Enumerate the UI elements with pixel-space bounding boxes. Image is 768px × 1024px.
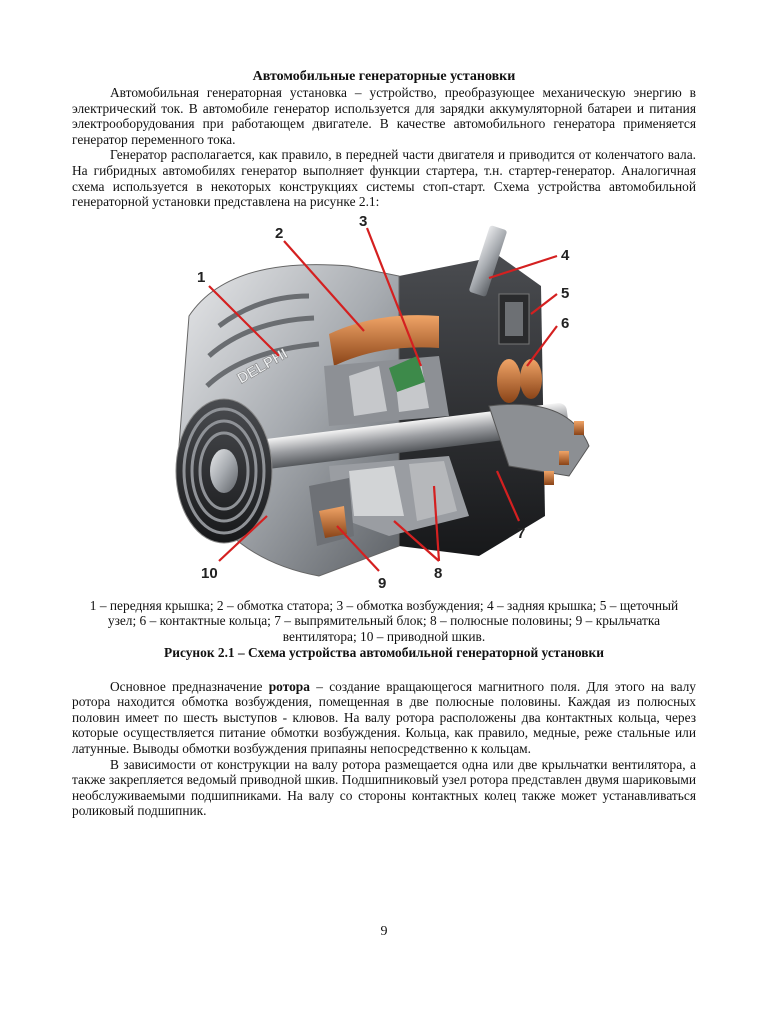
slip-rings-shape [497, 359, 521, 403]
figure-legend: 1 – передняя крышка; 2 – обмотка статора; 3 – обмотка возбуждения; 4 – задняя крышка; 5 – щеточный узел; 6 – контактные кольца; 7 – выпрямительный блок; 8 – полюсные половины; 9 – крыльчатка вентилятора; 10 – приводной шкив. [89, 597, 679, 644]
figure-caption: Рисунок 2.1 – Схема устройства автомобильной генераторной установки [164, 644, 604, 660]
callout-3: 3 [359, 215, 368, 230]
paragraph-fan: В зависимости от конструкции на валу ротора размещается одна или две крыльчатки вентилятора, а также закрепляется ведомый приводной шкив. Подшипниковый узел ротора представлен двумя шариковыми необслуживаемыми подшипниками. На валу со стороны контактных колец также может устанавливаться роликовый подшипник. [72, 756, 696, 819]
document-page [72, 68, 696, 819]
callout-8: 8 [434, 564, 443, 582]
paragraph-intro-2: Генератор располагается, как правило, в передней части двигателя и приводится от коленчатого вала. На гибридных автомобилях генератор выполняет функции стартера, т.н. стартер-генератор. Аналогичная схема используется в некоторых конструкциях системы стоп-старт. Схема устройства автомобильной генераторной установки представлена на рисунке 2.1: [72, 147, 696, 210]
paragraph-intro-1: Автомобильная генераторная установка – устройство, преобразующее механическую энергию в электрический ток. В автомобиле генератор используется для зарядки аккумуляторной батареи и питания электрооборудования при работающем двигателе. В качестве автомобильного генератора применяется генератор переменного тока. [72, 85, 696, 147]
brand-text: DELPHI [234, 344, 291, 388]
callout-7: 7 [517, 524, 526, 542]
rotor-term: ротора [268, 678, 310, 694]
callout-9: 9 [378, 574, 387, 592]
callout-2: 2 [275, 224, 284, 242]
callout-6: 6 [561, 314, 570, 332]
callout-1: 1 [197, 268, 206, 286]
page-title: Автомобильные генераторные установки [252, 69, 516, 84]
callout-10: 10 [201, 564, 218, 582]
callout-4: 4 [561, 246, 570, 264]
page-number: 9 [380, 924, 388, 939]
paragraph-rotor: Основное предназначение ротора – создание вращающегося магнитного поля. Для этого на валу ротора находится обмотка возбуждения, помещенная в две полюсные половины. Каждая из полюсных половин имеет по шесть выступов - клювов. На валу ротора расположены два контактных кольца, через которые осуществляется питание обмотки возбуждения. Кольца, как правило, медные, реже стальные или латунные. Выводы обмотки возбуждения припаяны непосредственно к кольцам. [72, 678, 697, 756]
callout-5: 5 [561, 284, 570, 302]
alternator-figure [149, 216, 619, 596]
alternator-illustration [149, 216, 619, 596]
